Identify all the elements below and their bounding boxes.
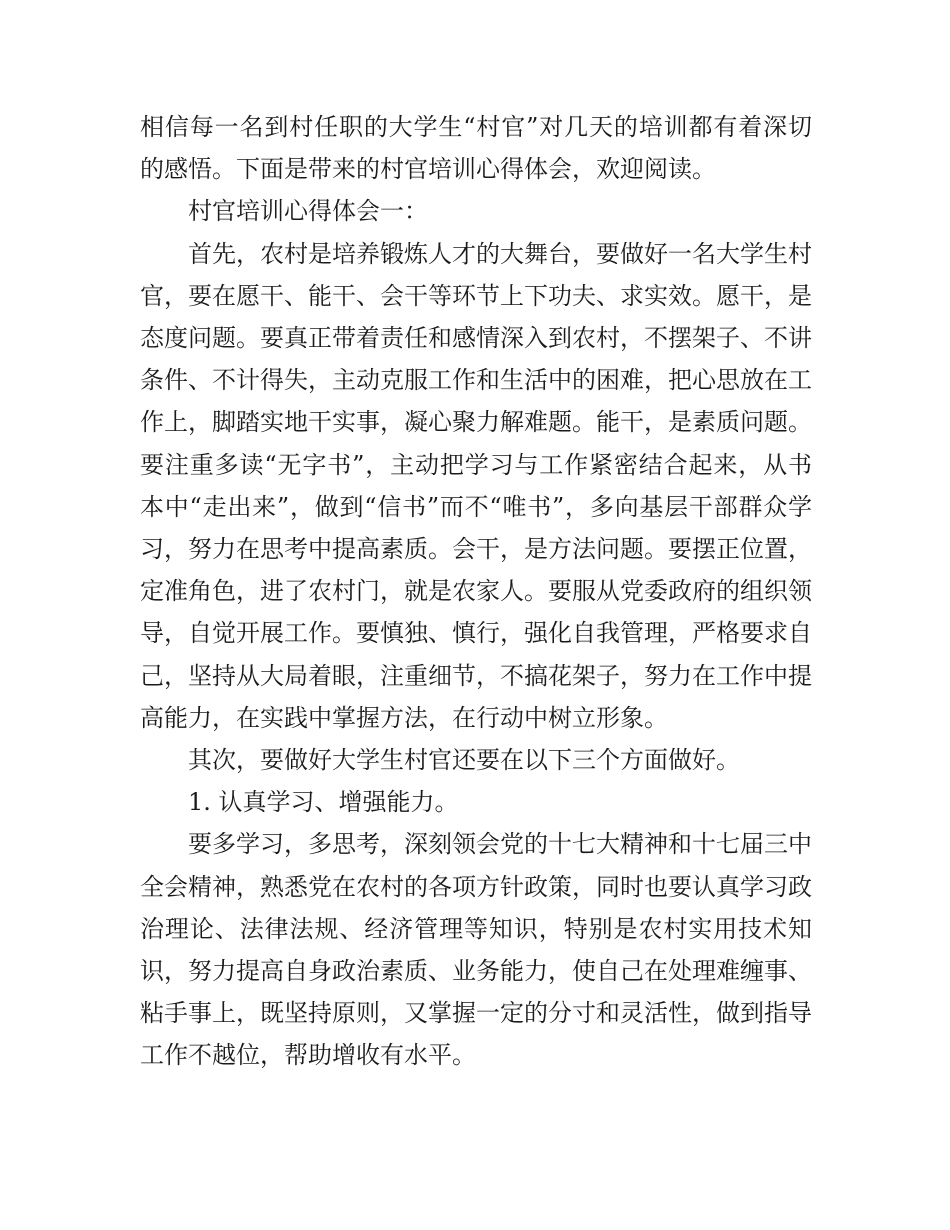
document-page [140, 106, 812, 1077]
paragraph-item-one-title: 1. 认真学习、增强能力。 [188, 788, 459, 817]
paragraph-intro: 相信每一名到村任职的大学生“村官”对几天的培训都有着深切的感悟。下面是带来的村官培训心得体会，欢迎阅读。 [140, 113, 812, 184]
paragraph-first-point: 首先，农村是培养锻炼人才的大舞台，要做好一名大学生村官，要在愿干、能干、会干等环节上下功夫、求实效。愿干，是态度问题。要真正带着责任和感情深入到农村，不摆架子、不讲条件、不计得失，主动克服工作和生活中的困难，把心思放在工作上，脚踏实地干实事，凝心聚力解难题。能干，是素质问题。要注重多读“无字书”，主动把学习与工作紧密结合起来，从书本中“走出来”，做到“信书”而不“唯书”，多向基层干部群众学习，努力在思考中提高素质。会干，是方法问题。要摆正位置，定准角色，进了农村门，就是农家人。要服从党委政府的组织领导，自觉开展工作。要慎独、慎行，强化自我管理，严格要求自己，坚持从大局着眼，注重细节，不搞花架子，努力在工作中提高能力，在实践中掌握方法，在行动中树立形象。 [140, 239, 812, 732]
paragraph-item-one-body: 要多学习，多思考，深刻领会党的十七大精神和十七届三中全会精神，熟悉党在农村的各项方针政策，同时也要认真学习政治理论、法律法规、经济管理等知识，特别是农村实用技术知识，努力提高自身政治素质、业务能力，使自己在处理难缠事、粘手事上，既坚持原则，又掌握一定的分寸和灵活性，做到指导工作不越位，帮助增收有水平。 [140, 830, 812, 1070]
paragraph-heading-part-one: 村官培训心得体会一： [188, 197, 428, 226]
paragraph-second-intro: 其次，要做好大学生村官还要在以下三个方面做好。 [188, 746, 740, 775]
